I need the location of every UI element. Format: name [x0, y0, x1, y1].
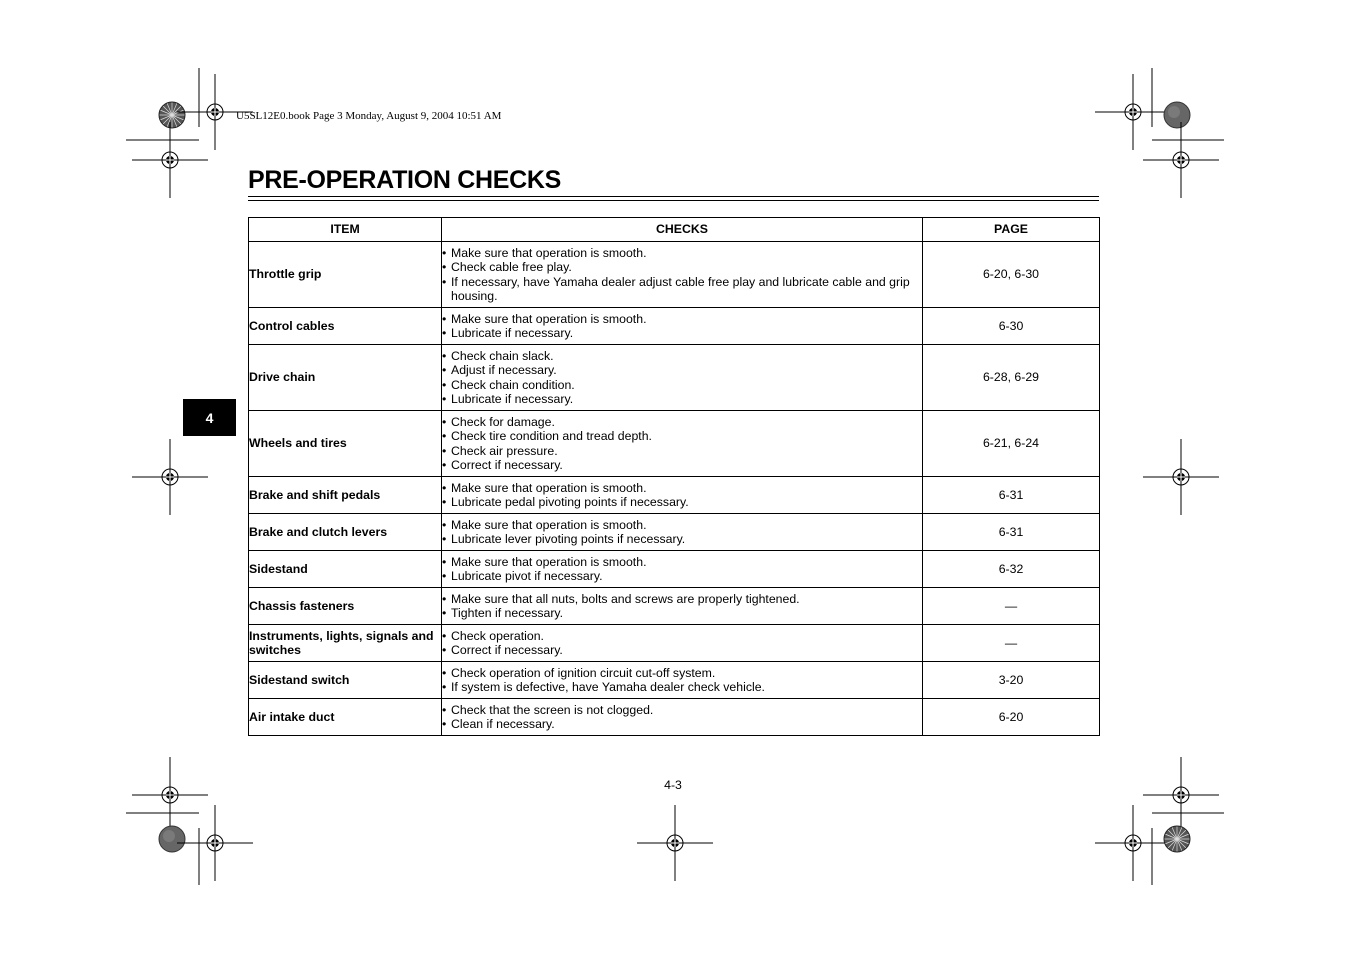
pre-operation-checks-table — [248, 217, 1100, 736]
table-row — [249, 625, 1100, 662]
check-item: • If system is defective, have Yamaha dealer check vehicle. — [442, 680, 922, 695]
check-item: • Tighten if necessary. — [442, 606, 922, 621]
page-reference: 6-31 — [923, 514, 1100, 551]
check-item: • Check cable free play. — [442, 260, 922, 275]
checks-cell — [442, 242, 923, 308]
check-item: • Check air pressure. — [442, 444, 922, 459]
check-item: • Clean if necessary. — [442, 717, 922, 732]
page-reference: — — [923, 588, 1100, 625]
page-title: PRE-OPERATION CHECKS — [248, 166, 562, 194]
table-row — [249, 308, 1100, 345]
checks-list — [442, 312, 922, 341]
table-header-row — [249, 218, 1100, 242]
column-header-page: PAGE — [923, 218, 1100, 242]
check-item: • Adjust if necessary. — [442, 363, 922, 378]
check-item: • Correct if necessary. — [442, 458, 922, 473]
table-row — [249, 345, 1100, 411]
checks-list — [442, 666, 922, 695]
item-name: Sidestand switch — [249, 662, 442, 699]
checks-cell — [442, 588, 923, 625]
check-item: • Lubricate pivot if necessary. — [442, 569, 922, 584]
checks-cell — [442, 345, 923, 411]
table-row — [249, 551, 1100, 588]
page-reference: — — [923, 625, 1100, 662]
page-reference: 6-32 — [923, 551, 1100, 588]
chapter-tab: 4 — [183, 399, 236, 436]
item-name: Brake and shift pedals — [249, 477, 442, 514]
check-item: • Lubricate if necessary. — [442, 326, 922, 341]
check-item: • Check chain condition. — [442, 378, 922, 393]
page-number: 4-3 — [664, 778, 682, 792]
checks-cell — [442, 477, 923, 514]
table-row — [249, 242, 1100, 308]
checks-list — [442, 555, 922, 584]
check-item: • Make sure that operation is smooth. — [442, 481, 922, 496]
checks-cell — [442, 514, 923, 551]
checks-cell — [442, 308, 923, 345]
checks-list — [442, 518, 922, 547]
table-row — [249, 662, 1100, 699]
title-rule-thick — [248, 196, 1099, 197]
page-reference: 6-28, 6-29 — [923, 345, 1100, 411]
check-item: • Check tire condition and tread depth. — [442, 429, 922, 444]
check-item: • Make sure that all nuts, bolts and screws are properly tightened. — [442, 592, 922, 607]
item-name: Drive chain — [249, 345, 442, 411]
page-reference: 6-30 — [923, 308, 1100, 345]
table-row — [249, 514, 1100, 551]
column-header-item: ITEM — [249, 218, 442, 242]
page-reference: 6-20 — [923, 699, 1100, 736]
check-item: • Check that the screen is not clogged. — [442, 703, 922, 718]
checks-list — [442, 592, 922, 621]
table-row — [249, 477, 1100, 514]
checks-cell — [442, 411, 923, 477]
page-reference: 6-20, 6-30 — [923, 242, 1100, 308]
checks-cell — [442, 699, 923, 736]
item-name: Air intake duct — [249, 699, 442, 736]
checks-cell — [442, 662, 923, 699]
print-slug: U5SL12E0.book Page 3 Monday, August 9, 2004 10:51 AM — [236, 110, 502, 122]
page-reference: 6-31 — [923, 477, 1100, 514]
check-item: • Lubricate lever pivoting points if necessary. — [442, 532, 922, 547]
check-item: • Correct if necessary. — [442, 643, 922, 658]
item-name: Chassis fasteners — [249, 588, 442, 625]
checks-list — [442, 349, 922, 407]
item-name: Brake and clutch levers — [249, 514, 442, 551]
checks-list — [442, 629, 922, 658]
check-item: • Check chain slack. — [442, 349, 922, 364]
item-name: Instruments, lights, signals and switches — [249, 625, 442, 662]
check-item: • Make sure that operation is smooth. — [442, 246, 922, 261]
table-row — [249, 411, 1100, 477]
item-name: Throttle grip — [249, 242, 442, 308]
page-reference: 6-21, 6-24 — [923, 411, 1100, 477]
column-header-checks: CHECKS — [442, 218, 923, 242]
table-row — [249, 699, 1100, 736]
check-item: • Check for damage. — [442, 415, 922, 430]
check-item: • Make sure that operation is smooth. — [442, 555, 922, 570]
checks-cell — [442, 625, 923, 662]
item-name: Control cables — [249, 308, 442, 345]
item-name: Wheels and tires — [249, 411, 442, 477]
page-reference: 3-20 — [923, 662, 1100, 699]
checks-list — [442, 481, 922, 510]
check-item: • Lubricate if necessary. — [442, 392, 922, 407]
checks-cell — [442, 551, 923, 588]
check-item: • Lubricate pedal pivoting points if necessary. — [442, 495, 922, 510]
title-rule-thin — [248, 200, 1099, 201]
checks-list — [442, 415, 922, 473]
check-item: • If necessary, have Yamaha dealer adjust cable free play and lubricate cable and grip housing. — [442, 275, 922, 304]
checks-list — [442, 703, 922, 732]
check-item: • Make sure that operation is smooth. — [442, 518, 922, 533]
item-name: Sidestand — [249, 551, 442, 588]
check-item: • Check operation. — [442, 629, 922, 644]
table-row — [249, 588, 1100, 625]
check-item: • Make sure that operation is smooth. — [442, 312, 922, 327]
check-item: • Check operation of ignition circuit cut-off system. — [442, 666, 922, 681]
checks-list — [442, 246, 922, 304]
